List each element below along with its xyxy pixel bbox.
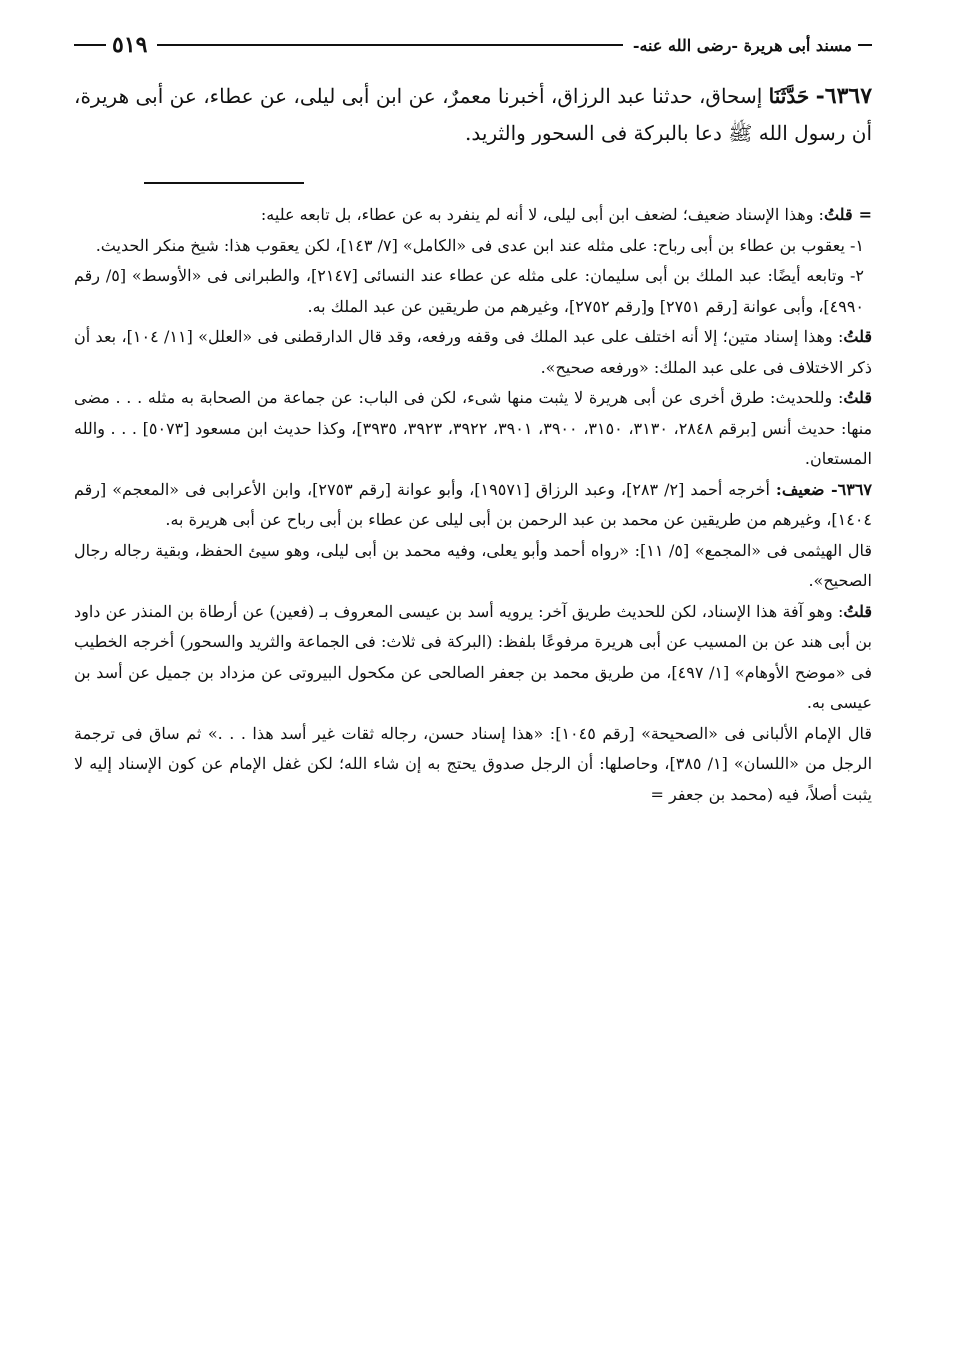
hadith-body: إسحاق، حدثنا عبد الرزاق، أخبرنا معمرٌ، عن ابن أبى ليلى، عن عطاء، عن أبى هريرة، أن رسول الله ﷺ دعا بالبركة فى السحور والثريد. bbox=[74, 84, 872, 145]
continuation-mark: = bbox=[858, 205, 872, 224]
hadith-number: ٦٣٦٧- bbox=[815, 83, 873, 109]
header-dash bbox=[74, 44, 106, 46]
note-text: أخرجه أحمد [٢/ ٢٨٣]، وعبد الرزاق [١٩٥٧١]، وأبو عوانة [رقم ٢٧٥٣]، وابن الأعرابى فى «المعجم» [رقم ١٤٠٤]، وغيرهم من طريقين عن محمد بن عبد الرحمن بن أبى ليلى عن عطاء بن أبى رباح عن أبى هريرة به. bbox=[74, 479, 872, 529]
note-paragraph bbox=[74, 383, 872, 475]
header-rule bbox=[157, 44, 622, 46]
note-lead: قلتُ bbox=[843, 388, 872, 407]
note-lead: قلتُ bbox=[843, 601, 872, 621]
note-text: قال الهيثمى فى «المجمع» [٥/ ١١]: «رواه أحمد وأبو يعلى، وفيه محمد بن أبى ليلى، وهو سيئ الحفظ، وبقية رجاله رجال الصحيح». bbox=[74, 540, 872, 590]
footnote-separator bbox=[144, 182, 304, 184]
note-paragraph bbox=[74, 200, 872, 231]
note-paragraph bbox=[74, 719, 872, 811]
note-text: ٢- وتابعه أيضًا: عبد الملك بن أبى سليمان: على مثله عن عطاء عند النسائى [٢١٤٧]، والطبرانى فى «الأوسط» [٥/ رقم ٤٩٩٠]، وأبى عوانة [رقم ٢٧٥١] و[رقم ٢٧٥٢]، وغيرهم من طريقين عن عبد الملك به. bbox=[74, 266, 865, 316]
note-paragraph bbox=[74, 597, 872, 719]
note-lead: قلتُ bbox=[823, 205, 853, 224]
note-text: : وهو آفة هذا الإسناد، لكن للحديث طريق آخر: يرويه أسد بن عيسى المعروف بـ (فعين) عن أرطاة بن المنذر عن داود بن أبى هند عن بن المسيب عن أبى هريرة مرفوعًا بلفظ: (البركة فى ثلاث: فى الجماعة والثريد والسحور) أخرجه الخطيب فى «موضح الأوهام» [١/ ٤٩٧]، من طريق محمد بن جعفر الصالحى عن مكحول البيروتى عن مزداد بن جميل عن أسد بن عيسى به. bbox=[74, 601, 872, 712]
hadith-opening-word: حَدَّثَنَا bbox=[768, 84, 810, 108]
note-text: : وهذا إسناد متين؛ إلا أنه اختلف على عبد الملك فى وقفه ورفعه، وقد قال الدارقطنى فى «العلل» [١١/ ١٠٤]، بعد أن ذكر الاختلاف فى على عبد الملك: «ورفعه صحيح». bbox=[74, 327, 872, 377]
note-paragraph bbox=[74, 231, 872, 262]
note-paragraph bbox=[74, 322, 872, 383]
note-text: قال الإمام الألبانى فى «الصحيحة» [رقم ١٠٤٥]: «هذا إسناد حسن، رجاله ثقات غير أسد هذا . . .» ثم ساق فى ترجمة الرجل من «اللسان» [١/ ٣٨٥]، وحاصلها: أن الرجل صدوق يحتج به إن شاء الله؛ لكن غفل الإمام عن كون الإسناد إليه لا يثبت أصلاً، فيه (محمد بن جعفر = bbox=[74, 723, 873, 804]
footnotes bbox=[74, 200, 872, 810]
header-dash bbox=[858, 44, 872, 46]
note-lead: قلتُ bbox=[843, 327, 873, 346]
header-title: مسند أبى هريرة -رضى الله عنه- bbox=[632, 35, 852, 55]
note-paragraph bbox=[74, 536, 872, 597]
note-paragraph bbox=[74, 261, 872, 322]
running-header bbox=[74, 30, 872, 60]
note-paragraph bbox=[74, 475, 872, 536]
page-number: ٥١٩ bbox=[112, 32, 148, 58]
note-lead: ٦٣٦٧- ضعيف: bbox=[775, 479, 872, 499]
note-text: : وهذا الإسناد ضعيف؛ لضعف ابن أبى ليلى، لا أنه لم ينفرد به عن عطاء، بل تابعه عليه: bbox=[260, 205, 824, 224]
hadith-text bbox=[74, 78, 872, 152]
note-text: : وللحديث: طرق أخرى عن أبى هريرة لا يثبت منها شىء، لكن فى الباب: عن جماعة من الصحابة به مثله . . . مضى منها: حديث أنس [برقم ٢٨٤٨، ٣١٣٠، ٣١٥٠، ٣٩٠٠، ٣٩٠١، ٣٩٢٢، ٣٩٢٣، ٣٩٣٥]، وكذا حديث ابن مسعود [٥٠٧٣] . . . والله المستعان. bbox=[74, 388, 873, 468]
note-text: ١- يعقوب بن عطاء بن أبى رباح: على مثله عند ابن عدى فى «الكامل» [٧/ ١٤٣]، لكن يعقوب هذا: شيخ منكر الحديث. bbox=[95, 235, 864, 255]
